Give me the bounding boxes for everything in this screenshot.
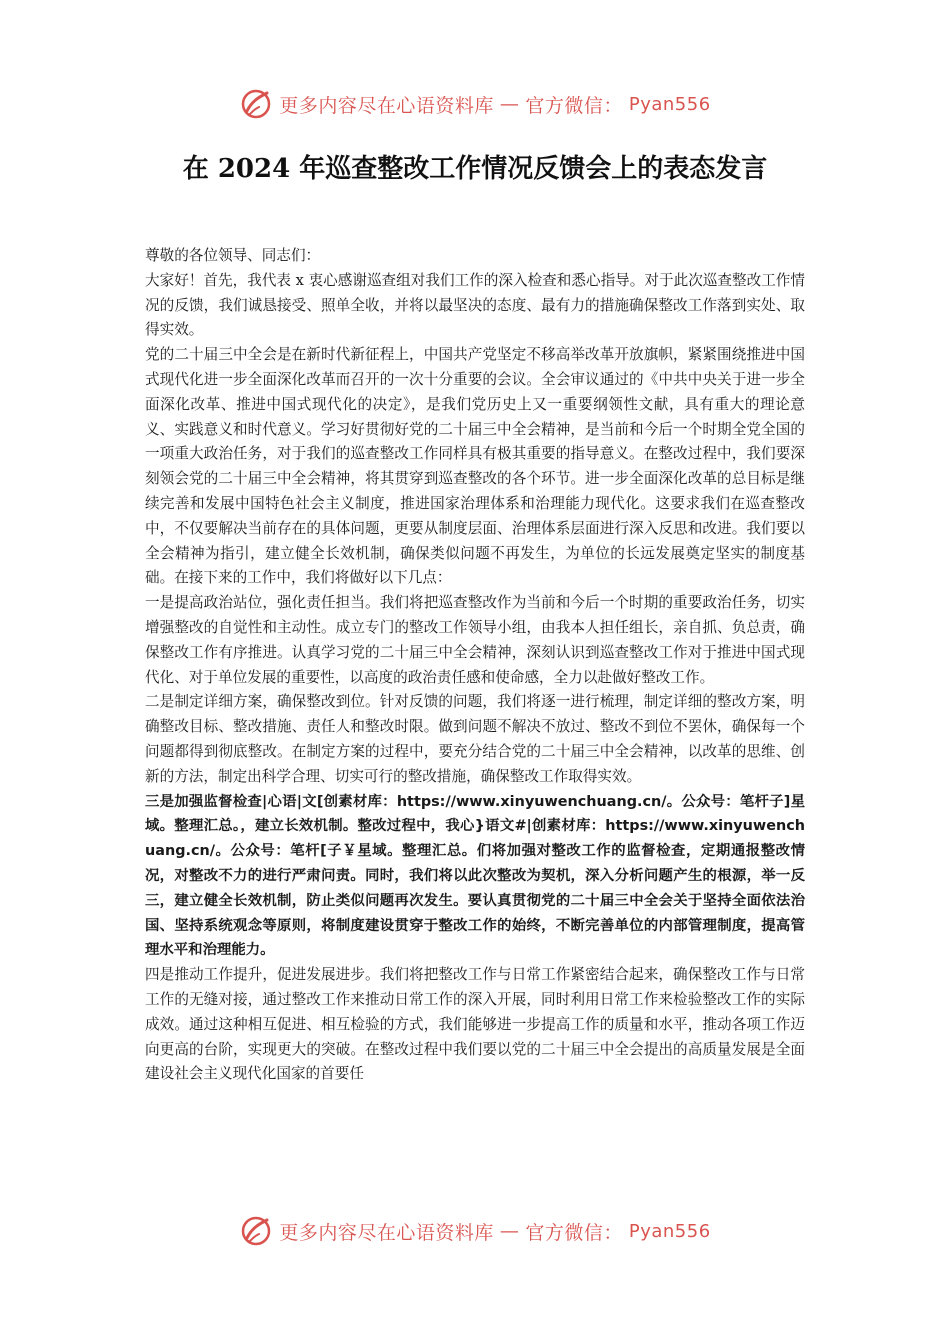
banner-separator: —: [499, 93, 520, 115]
banner-wechat-id: Pyan556: [628, 1220, 711, 1242]
banner-text: 更多内容尽在心语资料库: [279, 94, 494, 117]
document-title: 在 2024 年巡查整改工作情况反馈会上的表态发言: [182, 154, 768, 184]
brush-logo-icon: [239, 1214, 273, 1248]
banner-wechat-id: Pyan556: [628, 93, 711, 115]
banner-separator: —: [499, 1220, 520, 1242]
banner-wechat-label: 官方微信：: [525, 1221, 623, 1244]
paragraph-point-2: 二是制定详细方案，确保整改到位。针对反馈的问题，我们将逐一进行梳理，制定详细的整改方案，明确整改目标、整改措施、责任人和整改时限。做到问题不解决不放过、整改不到位不罢休，确保每一个问题都得到彻底整改。在制定方案的过程中，要充分结合党的二十届三中全会精神，以改革的思维、创新的方法，制定出科学合理、切实可行的整改措施，确保整改工作取得实效。: [145, 693, 805, 785]
paragraph-plenum: 党的二十届三中全会是在新时代新征程上，中国共产党坚定不移高举改革开放旗帜，紧紧围绕推进中国式现代化进一步全面深化改革而召开的一次十分重要的会议。全会审议通过的《中共中央关于进一步全面深化改革、推进中国式现代化的决定》，是我们党历史上又一重要纲领性文献，具有重大的理论意义、实践意义和时代意义。学习好贯彻好党的二十届三中全会精神，是当前和今后一个时期全党全国的一项重大政治任务，对于我们的巡查整改工作同样具有极其重要的指导意义。在整改过程中，我们要深刻领会党的二十届三中全会精神，将其贯穿到巡查整改的各个环节。进一步全面深化改革的总目标是继续完善和发展中国特色社会主义制度，推进国家治理体系和治理能力现代化。这要求我们在巡查整改中，不仅要解决当前存在的具体问题，更要从制度层面、治理体系层面进行深入反思和改进。我们要以全会精神为指引，建立健全长效机制，确保类似问题不再发生，为单位的长远发展奠定坚实的制度基础。在接下来的工作中，我们将做好以下几点：: [145, 346, 805, 587]
salutation: 尊敬的各位领导、同志们：: [145, 247, 321, 264]
banner-wechat-label: 官方微信：: [525, 94, 623, 117]
header-banner: [0, 84, 950, 124]
paragraph-point-3: 三是加强监督检查|心语|文[创素材库：https://www.xinyuwenchuang.cn/。公众号：笔杆子]星域。整理汇总。，建立长效机制。整改过程中，我心}语文#|创素材库：https://www.xinyuwenchuang.cn/。公众号：笔杆[子￥星域。整理汇总。们将加强对整改工作的监督检查，定期通报整改情况，对整改不力的进行严肃问责。同时，我们将以此次整改为契机，深入分析问题产生的根源，举一反三，建立健全长效机制，防止类似问题再次发生。要认真贯彻党的二十届三中全会关于坚持全面依法治国、坚持系统观念等原则，将制度建设贯穿于整改工作的始终，不断完善单位的内部管理制度，提高管理水平和治理能力。: [145, 793, 805, 959]
brush-logo-icon: [239, 87, 273, 121]
banner-text: 更多内容尽在心语资料库: [279, 1221, 494, 1244]
paragraph-point-1: 一是提高政治站位，强化责任担当。我们将把巡查整改作为当前和今后一个时期的重要政治任务，切实增强整改的自觉性和主动性。成立专门的整改工作领导小组，由我本人担任组长，亲自抓、负总责，确保整改工作有序推进。认真学习党的二十届三中全会精神，深刻认识到巡查整改工作对于推进中国式现代化、对于单位发展的重要性，以高度的政治责任感和使命感，全力以赴做好整改工作。: [145, 594, 805, 686]
paragraph-point-4: 四是推动工作提升，促进发展进步。我们将把整改工作与日常工作紧密结合起来，确保整改工作与日常工作的无缝对接，通过整改工作来推动日常工作的深入开展，同时利用日常工作来检验整改工作的实际成效。通过这种相互促进、相互检验的方式，我们能够进一步提高工作的质量和水平，推动各项工作迈向更高的台阶，实现更大的突破。在整改过程中我们要以党的二十届三中全会提出的高质量发展是全面建设社会主义现代化国家的首要任: [145, 966, 805, 1083]
paragraph-intro: 大家好！首先，我代表 x 衷心感谢巡查组对我们工作的深入检查和悉心指导。对于此次巡查整改工作情况的反馈，我们诚恳接受、照单全收，并将以最坚决的态度、最有力的措施确保整改工作落到实处、取得实效。: [145, 271, 805, 339]
footer-banner: [0, 1211, 950, 1251]
document-body: [145, 244, 805, 1087]
